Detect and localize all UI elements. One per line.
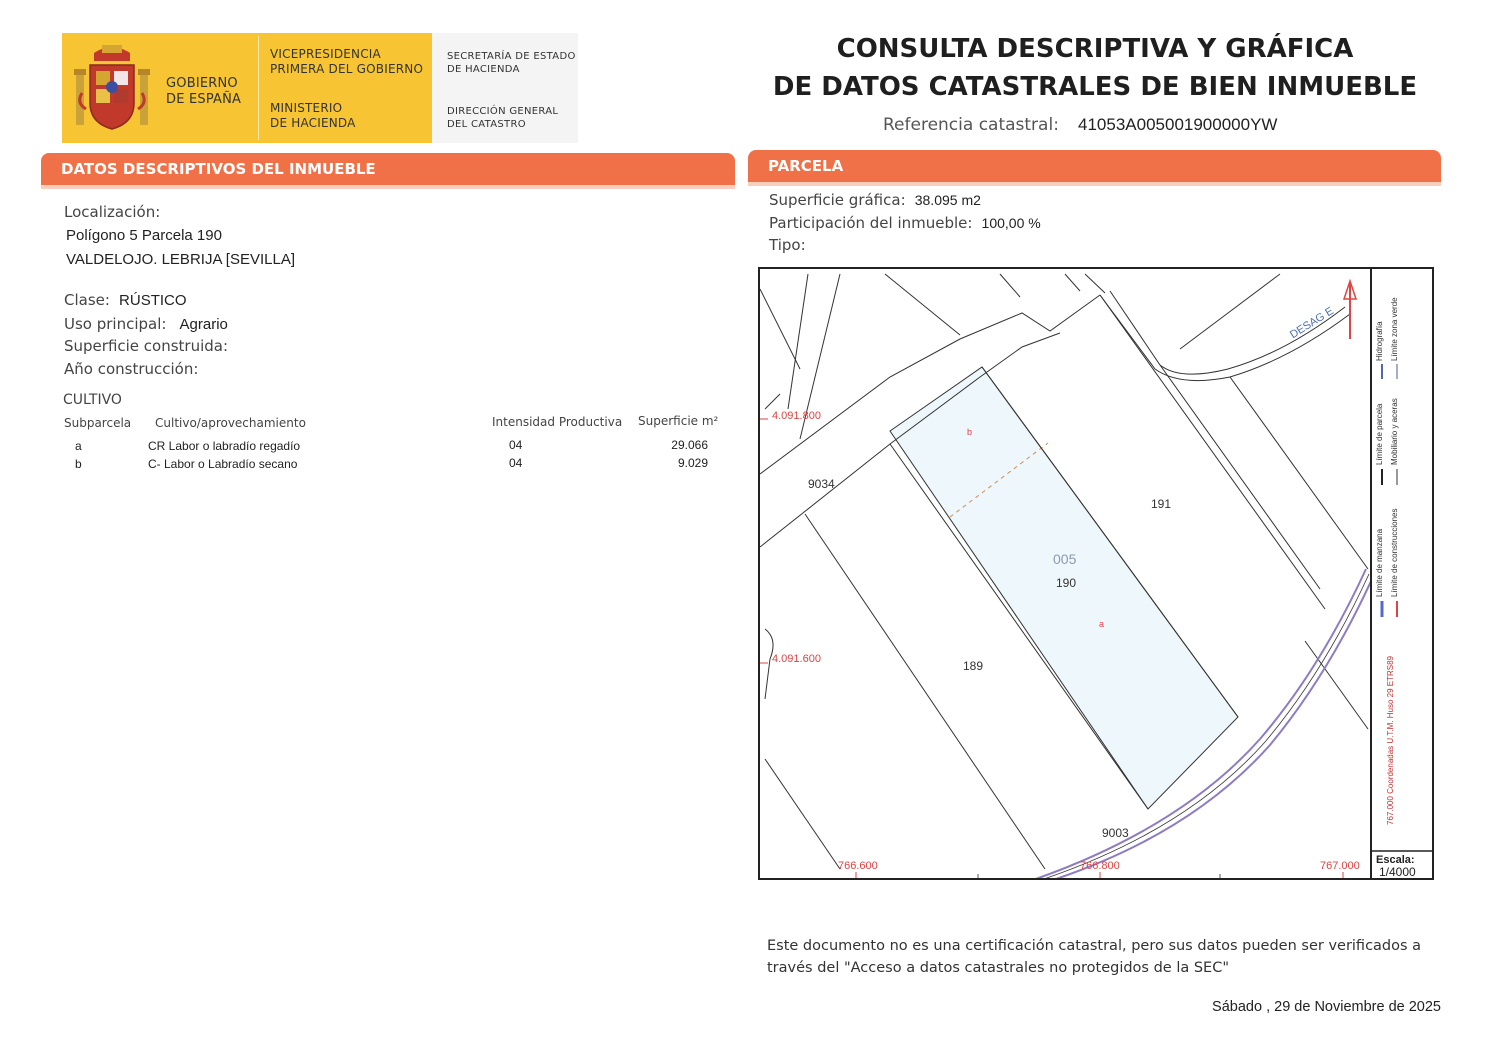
- clase-value: RÚSTICO: [119, 292, 187, 309]
- uso-label: Uso principal:: [64, 315, 167, 333]
- row-b-intensidad: 04: [509, 456, 523, 470]
- row-a-superficie: 29.066: [671, 438, 708, 452]
- direccion-line2: DEL CATASTRO: [447, 119, 526, 130]
- escala-label: Escala:: [1376, 854, 1415, 866]
- col-subparcela: Subparcela: [64, 416, 132, 430]
- poligono-label: 005: [1053, 551, 1077, 567]
- localizacion-label: Localización:: [64, 203, 161, 221]
- desag-label: DESAG E: [1288, 305, 1336, 342]
- parcel-191-label: 191: [1151, 497, 1172, 511]
- road-9034-label: 9034: [808, 477, 835, 491]
- document-title-line2: DE DATOS CATASTRALES DE BIEN INMUEBLE: [772, 72, 1418, 102]
- tipo-label: Tipo:: [769, 236, 806, 254]
- row-a-cultivo: CR Labor o labradío regadío: [148, 439, 301, 453]
- coord-x-3: 767.000: [1320, 860, 1360, 872]
- coord-x-2: 766.800: [1080, 860, 1120, 872]
- superficie-grafica-label: Superficie gráfica:: [769, 191, 906, 209]
- descriptive-section-title: DATOS DESCRIPTIVOS DEL INMUEBLE: [61, 160, 376, 178]
- localizacion-line1: Polígono 5 Parcela 190: [66, 227, 222, 244]
- document-title-line1: CONSULTA DESCRIPTIVA Y GRÁFICA: [836, 34, 1354, 64]
- ref-catastral-value: 41053A005001900000YW: [1078, 115, 1278, 134]
- map-drawing: [760, 269, 1432, 878]
- cultivo-title: CULTIVO: [63, 392, 122, 408]
- legend-limite-manzana: Límite de manzana: [1375, 528, 1384, 597]
- legend-coords: 767.000 Coordenadas U.T.M. Huso 29 ETRS89: [1386, 656, 1395, 825]
- document-date: Sábado , 29 de Noviembre de 2025: [1212, 999, 1441, 1015]
- coord-y-bottom: 4.091.600: [772, 653, 821, 665]
- parcel-190-label: 190: [1056, 576, 1077, 590]
- legend-mobiliario: Mobiliario y aceras: [1390, 398, 1399, 465]
- secretaria-line2: DE HACIENDA: [447, 64, 520, 75]
- parcela-section-bar: [748, 150, 1441, 182]
- coord-x-1: 766.600: [838, 860, 878, 872]
- direccion-line1: DIRECCIÓN GENERAL: [447, 106, 559, 117]
- gov-name-line2: DE ESPAÑA: [166, 92, 242, 107]
- participacion-label: Participación del inmueble:: [769, 214, 973, 232]
- subparcel-b-label: b: [967, 427, 973, 437]
- subparcel-a-label: a: [1099, 619, 1105, 629]
- row-a-sub: a: [75, 439, 82, 453]
- col-superficie: Superficie m²: [638, 414, 719, 428]
- gov-name-line1: GOBIERNO: [166, 76, 238, 91]
- clase-label: Clase:: [64, 291, 110, 309]
- vice-line2: PRIMERA DEL GOBIERNO: [270, 62, 424, 76]
- descriptive-section-bar: [41, 153, 735, 185]
- ministry-line1: MINISTERIO: [270, 101, 343, 115]
- localizacion-line2: VALDELOJO. LEBRIJA [SEVILLA]: [66, 251, 295, 268]
- vice-line1: VICEPRESIDENCIA: [270, 47, 381, 61]
- legend-limite-construcciones: Límite de construcciones: [1390, 508, 1399, 597]
- escala-value: 1/4000: [1379, 865, 1416, 879]
- parcela-section-title: PARCELA: [768, 157, 844, 175]
- cadastral-map: [758, 267, 1434, 880]
- row-b-superficie: 9.029: [677, 456, 708, 470]
- participacion-value: 100,00 %: [981, 215, 1041, 231]
- ref-catastral-label: Referencia catastral:: [883, 115, 1059, 135]
- legend-hidrografia: Hidrografía: [1375, 321, 1384, 361]
- disclaimer-line1: Este documento no es una certificación catastral, pero sus datos pueden ser verificados a: [767, 938, 1422, 954]
- coord-y-top: 4.091.800: [772, 410, 821, 422]
- superficie-construida-label: Superficie construida:: [64, 337, 229, 355]
- col-intensidad: Intensidad Productiva: [492, 415, 623, 429]
- legend-zona-verde: Límite zona verde: [1390, 297, 1399, 361]
- disclaimer-line2: través del "Acceso a datos catastrales no protegidos de la SEC": [767, 960, 1230, 976]
- anio-construccion-label: Año construcción:: [64, 360, 199, 378]
- row-b-cultivo: C- Labor o Labradío secano: [148, 457, 298, 471]
- road-9003-label: 9003: [1102, 826, 1129, 840]
- superficie-grafica-value: 38.095 m2: [914, 192, 981, 208]
- secretaria-line1: SECRETARÍA DE ESTADO: [447, 51, 576, 62]
- row-a-intensidad: 04: [509, 438, 523, 452]
- legend-limite-parcela: Límite de parcela: [1375, 403, 1384, 465]
- coat-of-arms-icon: [72, 43, 152, 133]
- row-b-sub: b: [75, 457, 82, 471]
- parcel-189-label: 189: [963, 659, 984, 673]
- ministry-line2: DE HACIENDA: [270, 116, 356, 130]
- col-cultivo: Cultivo/aprovechamiento: [155, 416, 306, 430]
- uso-value: Agrario: [179, 316, 228, 333]
